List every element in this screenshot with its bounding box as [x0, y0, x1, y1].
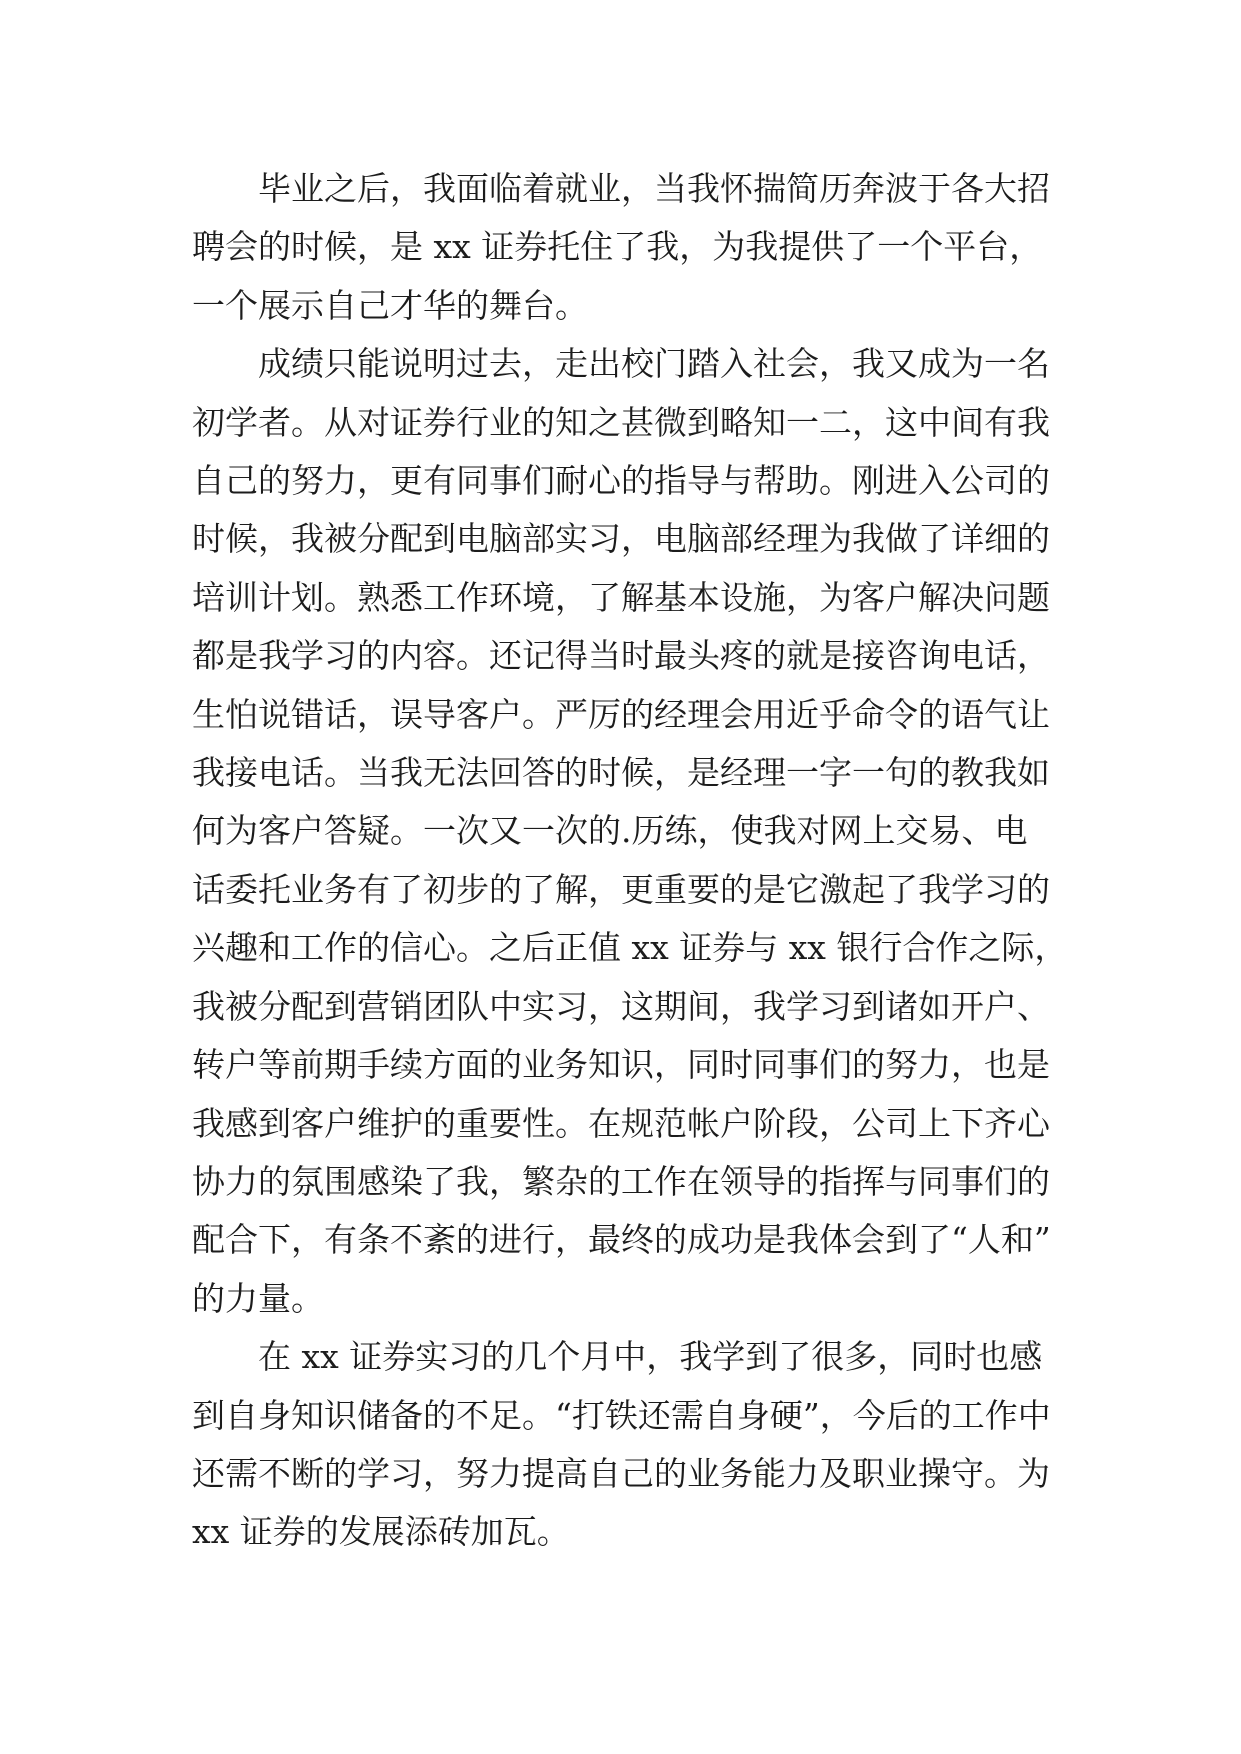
text-line: 我被分配到营销团队中实习，这期间，我学习到诸如开户、 [192, 986, 1050, 1026]
text-line: 毕业之后，我面临着就业，当我怀揣简历奔波于各大招 [258, 169, 1050, 208]
text-line: 还需不断的学习，努力提高自己的业务能力及职业操守。为 [192, 1453, 1050, 1493]
text-line: 自己的努力，更有同事们耐心的指导与帮助。刚进入公司的 [192, 461, 1050, 501]
text-line: 的力量。 [192, 1278, 324, 1318]
paragraph-2 [192, 335, 1068, 1328]
text-line: 一个展示自己才华的舞台。 [192, 285, 588, 325]
paragraph-1 [192, 160, 1054, 335]
text-line: 生怕说错话，误导客户。严厉的经理会用近乎命令的语气让 [192, 694, 1050, 734]
text-line: 协力的氛围感染了我，繁杂的工作在领导的指挥与同事们的 [192, 1161, 1050, 1201]
text-line: 时候，我被分配到电脑部实习，电脑部经理为我做了详细的 [192, 519, 1050, 559]
text-line: 兴趣和工作的信心。之后正值 xx 证券与 xx 银行合作之际， [192, 928, 1068, 968]
text-line: 配合下，有条不紊的进行，最终的成功是我体会到了“人和” [192, 1220, 1051, 1260]
text-line: 到自身知识储备的不足。“打铁还需自身硬”，今后的工作中 [192, 1395, 1051, 1435]
text-line: 聘会的时候，是 xx 证券托住了我，为我提供了一个平台， [192, 227, 1043, 267]
text-line: 我接电话。当我无法回答的时候，是经理一字一句的教我如 [192, 753, 1050, 793]
text-line: 培训计划。熟悉工作环境，了解基本设施，为客户解决问题 [192, 577, 1050, 617]
text-line: 在 xx 证券实习的几个月中，我学到了很多，同时也感 [258, 1337, 1043, 1377]
text-line: xx 证券的发展添砖加瓦。 [192, 1512, 570, 1552]
text-line: 何为客户答疑。一次又一次的.历练，使我对网上交易、电 [192, 811, 1028, 851]
paragraph-3 [192, 1328, 1054, 1562]
text-line: 初学者。从对证券行业的知之甚微到略知一二，这中间有我 [192, 402, 1050, 442]
document-page [192, 160, 1068, 1562]
text-line: 都是我学习的内容。还记得当时最头疼的就是接咨询电话， [192, 636, 1050, 676]
text-line: 我感到客户维护的重要性。在规范帐户阶段，公司上下齐心 [192, 1103, 1050, 1143]
text-line: 成绩只能说明过去，走出校门踏入社会，我又成为一名 [258, 344, 1050, 384]
text-line: 转户等前期手续方面的业务知识，同时同事们的努力，也是 [192, 1045, 1050, 1085]
text-line: 话委托业务有了初步的了解，更重要的是它激起了我学习的 [192, 869, 1050, 909]
